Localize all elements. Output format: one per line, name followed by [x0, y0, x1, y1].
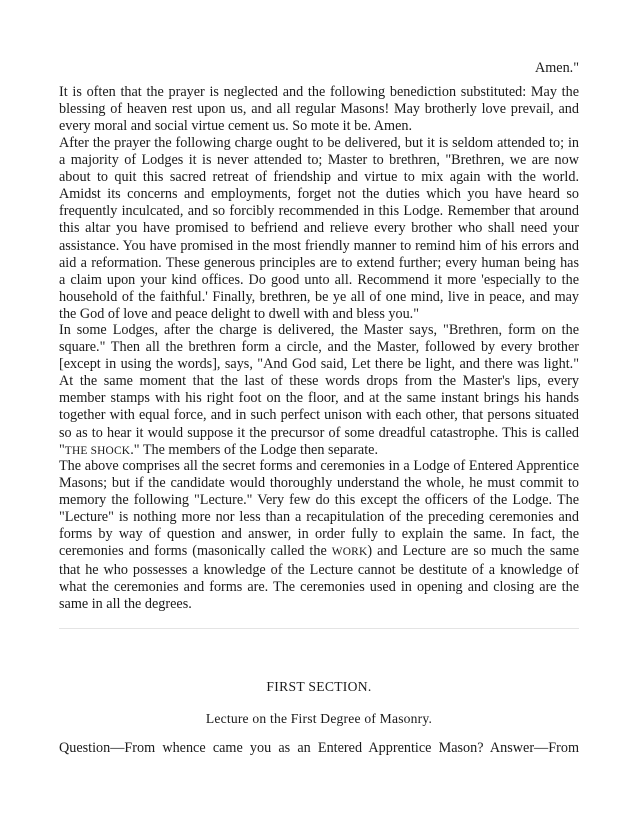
section-title: FIRST SECTION. — [266, 679, 372, 694]
question-line: Question—From whence came you as an Entered Apprentice Mason? Answer—From — [59, 740, 579, 756]
closing-amen: Amen." — [534, 60, 579, 76]
benediction-paragraph: It is often that the prayer is neglected and the following benediction substituted: May the blessing of heaven rest upon us, and all regular Masons! May brotherly love prevail, and every moral and social virtue cement us. So mote it be. Amen. — [59, 84, 579, 135]
page-divider — [59, 628, 579, 629]
lecture-text-start: The above comprises all the secret forms and ceremonies in a Lodge of Entered Apprentice Masons; but if the candidate would thoroughly understand the whole, he must commit to memory the following "Lecture." Very few do this except the officers of the Lodge. The "Lecture" is nothing more nor less than a recapitulation of the preceding ceremonies and forms by way of question and answer, in order fully to explain the same. In fact, the ceremonies and forms (masonically called the — [59, 458, 579, 560]
shock-text-end: ." The members of the Lodge then separate. — [130, 441, 379, 458]
lecture-text-end: ) and Lecture are so much the same that he who possesses a knowledge of the Lecture cannot be destitute of a knowledge of what the ceremonies and forms are. The ceremonies used in opening and closing are the same in all the degrees. — [59, 543, 579, 612]
shock-paragraph — [59, 322, 579, 460]
charge-paragraph: After the prayer the following charge ought to be delivered, but it is seldom attended to; in a majority of Lodges it is never attended to; Master to brethren, "Brethren, we are now about to quit this sacred retreat of friendship and virtue to mix again with the world. Amidst its concerns and employments, forget not the duties which you have heard so frequently inculcated, and so forcibly recommended in this Lodge. Remember that around this altar you have promised to befriend and relieve every brother who shall need your assistance. You have promised in the most friendly manner to remind him of his errors and aid a reformation. These generous principles are to extend further; every human being has a claim upon your kind offices. Do good unto all. Recommend it more 'especially to the household of the faithful.' Finally, brethren, be ye all of one mind, live in peace, and may the God of love and peace delight to dwell with and bless you." — [59, 135, 579, 322]
work-term: WORK — [331, 546, 368, 559]
lecture-intro-paragraph — [59, 458, 579, 613]
the-shock-term: THE SHOCK — [64, 444, 131, 457]
shock-text-start: In some Lodges, after the charge is delivered, the Master says, "Brethren, form on the square." Then all the brethren form a circle, and the Master, followed by every brother [except in using the words], says, "And God said, Let there be light, and there was light." At the same moment that the last of these words drops from the Master's lips, every member stamps with his right foot on the floor, and at the same instant brings his hands together with equal force, and in such perfect unison with each other, that persons situated so as to hear it would suppose it the precursor of some dreadful catastrophe. This is called " — [59, 322, 579, 458]
section-subtitle: Lecture on the First Degree of Masonry. — [205, 711, 433, 726]
